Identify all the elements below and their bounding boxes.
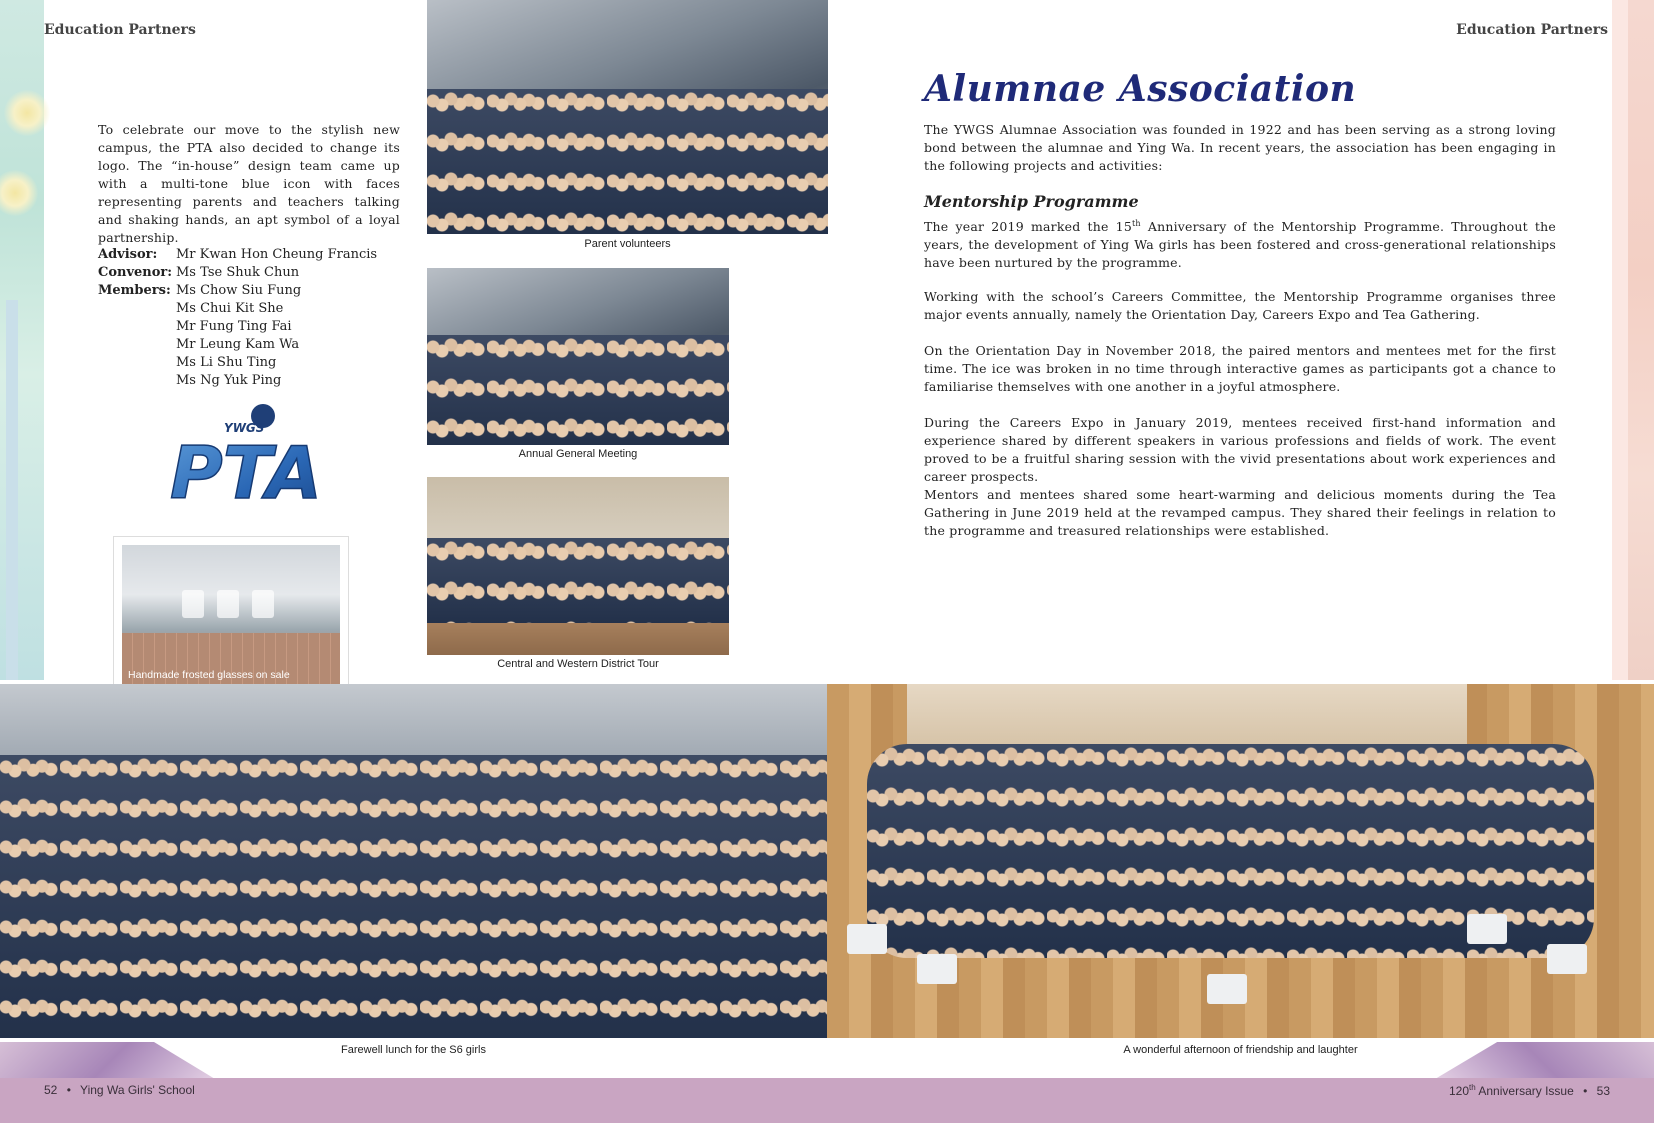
flower-decoration (0, 170, 38, 216)
committee-list (98, 246, 398, 390)
school-name: Ying Wa Girls' School (80, 1083, 195, 1097)
member-name: Ms Chui Kit She (176, 301, 284, 316)
parent-volunteers-photo (427, 0, 828, 234)
member-name: Ms Li Shu Ting (176, 355, 277, 370)
issue-label: 120th Anniversary Issue (1449, 1083, 1574, 1098)
farewell-lunch-caption: Farewell lunch for the S6 girls (341, 1044, 486, 1056)
mentorship-paragraph-2: Working with the school’s Careers Committee, the Mentorship Programme organises three major events annually, namely the Orientation Day, Careers Expo and Tea Gathering. (924, 289, 1556, 322)
glasses-photo-frame (114, 537, 348, 695)
left-decorative-strip (0, 0, 44, 680)
tea-gathering-caption: A wonderful afternoon of friendship and laughter (1123, 1044, 1358, 1056)
footer-band (0, 1078, 1654, 1123)
pta-intro-paragraph: To celebrate our move to the stylish new campus, the PTA also decided to change its logo. The “in-house” design team came up with a multi-tone blue icon with faces representing parents and teachers talking and shaking hands, an apt symbol of a loyal partnership. (98, 122, 400, 245)
mentorship-paragraph-3: On the Orientation Day in November 2018, the paired mentors and mentees met for the first time. The ice was broken in no time through interactive games as participants got a chance to familiarise themselves with one another in a joyful atmosphere. (924, 343, 1556, 394)
ywgs-logo-text: YWGS (224, 421, 265, 435)
convenor-name: Ms Tse Shuk Chun (176, 265, 300, 280)
district-tour-photo (427, 477, 729, 655)
member-name: Mr Fung Ting Fai (176, 319, 292, 334)
page-title: Alumnae Association (924, 68, 1357, 110)
pta-logo-graphic (128, 402, 328, 507)
advisor-row (98, 246, 398, 264)
mentorship-subheading: Mentorship Programme (924, 192, 1139, 211)
right-decorative-strip (1612, 0, 1654, 680)
member-name: Ms Chow Siu Fung (176, 283, 302, 298)
page-number-right: 53 (1596, 1084, 1610, 1098)
footer-left: 52 • Ying Wa Girls' School (44, 1083, 195, 1097)
section-tag-left: Education Partners (44, 22, 196, 38)
agm-photo (427, 268, 729, 445)
mentorship-paragraph-5: Mentors and mentees shared some heart-warming and delicious moments during the Tea Gathering in June 2019 held at the revamped campus. They shared their feelings in relation to the programme and treasured relationships were established. (924, 487, 1556, 538)
convenor-row (98, 264, 398, 282)
farewell-lunch-photo (0, 684, 827, 1038)
pta-logo (128, 402, 328, 507)
glasses-photo (122, 545, 340, 687)
footer-right: 120th Anniversary Issue • 53 (1449, 1083, 1610, 1098)
convenor-label: Convenor: (98, 265, 173, 280)
mentorship-paragraph-4: During the Careers Expo in January 2019, mentees received first-hand information and experience shared by different speakers in various professions and fields of work. The event proved to be a fruitful sharing session with the vivid presentations about work experiences and career prospects. (924, 415, 1556, 484)
flower-decoration (4, 90, 50, 136)
glasses-caption: Handmade frosted glasses on sale (128, 669, 290, 681)
members-row (98, 282, 398, 390)
district-tour-caption: Central and Western District Tour (497, 658, 659, 670)
members-label: Members: (98, 283, 171, 298)
advisor-label: Advisor: (98, 247, 158, 262)
page-number-left: 52 (44, 1083, 58, 1097)
parent-volunteers-caption: Parent volunteers (584, 238, 671, 250)
mentorship-paragraph-1: The year 2019 marked the 15th Anniversary of the Mentorship Programme. Throughout the years, the development of Ying Wa girls has been fostered and cross-generational relationships have been nurtured by the programme. (924, 219, 1556, 271)
member-name: Ms Ng Yuk Ping (176, 373, 282, 388)
member-name: Mr Leung Kam Wa (176, 337, 300, 352)
advisor-name: Mr Kwan Hon Cheung Francis (176, 247, 378, 262)
alumnae-intro: The YWGS Alumnae Association was founded in 1922 and has been serving as a strong loving bond between the alumnae and Ying Wa. In recent years, the association has been engaging in the following projects and activities: (924, 122, 1556, 173)
members-list (176, 282, 301, 390)
pta-logo-text: PTA (170, 431, 323, 507)
section-tag-right: Education Partners (1456, 22, 1608, 38)
agm-caption: Annual General Meeting (518, 448, 638, 460)
tea-gathering-photo (827, 684, 1654, 1038)
